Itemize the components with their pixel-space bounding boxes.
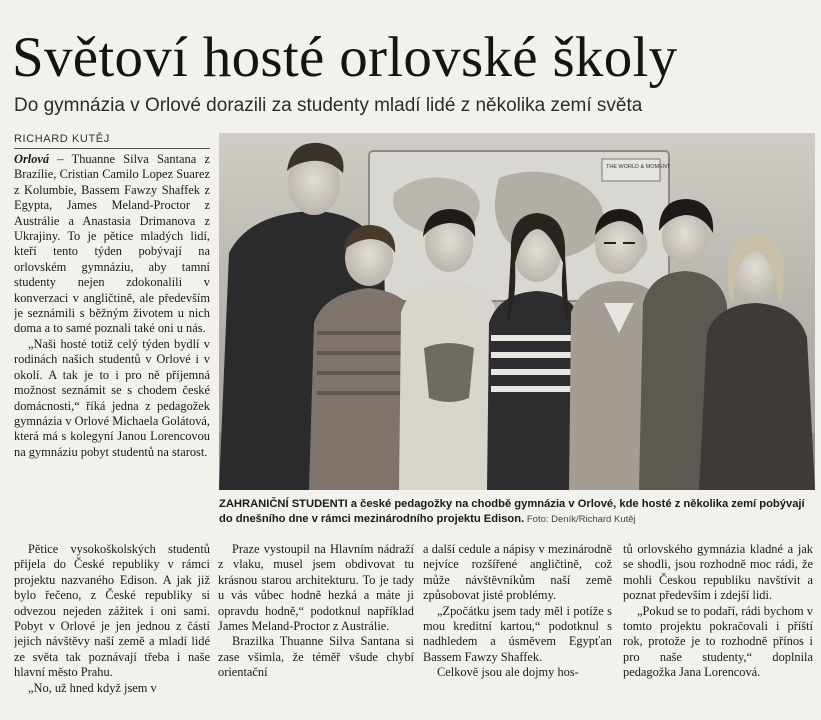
poster-sign-text: THE WORLD & MOMENT <box>606 164 671 170</box>
headline: Světoví hosté orlovské školy <box>12 26 678 89</box>
paragraph: tů orlovského gymnázia kladné a jak se shodli, jsou rozhodně moc rádi, že mohli Českou republiku navštívit a poznat především i zdejší lidi. <box>623 542 813 603</box>
byline: RICHARD KUTĚJ <box>14 133 110 145</box>
caption-lead: ZAHRANIČNÍ STUDENTI <box>219 498 348 510</box>
photo-credit: Foto: Deník/Richard Kutěj <box>524 514 636 525</box>
article-column-1-continued <box>14 542 210 718</box>
article-column-3 <box>423 542 612 718</box>
paragraph: Celkově jsou ale dojmy hos- <box>437 665 579 680</box>
byline-rule <box>14 148 210 149</box>
paragraph: „Naši hosté totiž celý týden bydlí v rodinách našich studentů v Orlové i v okolí. A tak je to i pro ně příjemná možnost seznámit se s chodem české domácnosti,“ říká jedna z pedagožek gymnázia v Orlové Michaela Golátová, která má s kolegyní Janou Lorencovou na gymnáziu pobyt studentů na starost. <box>14 336 210 459</box>
caption-text: a české pedagožky na chodbě gymnázia v Orlové, kde hosté z několika zemí pobývají do dnešního dne v rámci mezinárodního projektu Edison. <box>219 498 805 525</box>
group-photo <box>219 133 815 490</box>
article-column-1 <box>14 152 210 524</box>
subheadline: Do gymnázia v Orlové dorazili za studenty mladí lidé z několika zemí světa <box>14 95 643 116</box>
paragraph-text: – Thuanne Silva Santana z Brazílie, Cristian Camilo Lopez Suarez z Kolumbie, Bassem Fawzy Shaffek z Egypta, James Meland-Proctor z Austrálie a Anastasia Drimanova z Ukrajiny. To je pětice mladých lidí, kteří tento týden pobývají na orlovském gymnáziu, aby tamní studenty nejen zdokonalili v konverzaci v angličtině, ale především je seznámili s běžným životem u nich doma a to samé poznali také oni u nás. <box>14 152 210 336</box>
article-column-4 <box>623 542 813 718</box>
dateline: Orlová <box>14 152 50 166</box>
paragraph <box>14 152 210 337</box>
paragraph: Pětice vysokoškolských studentů přijela do České republiky v rámci projektu nazvaného Edison. A jak již bylo řečeno, z České republiky si odvezou nejeden zážitek i oni sami. Pobyt v Orlové je jen jednou z částí jejich návštěvy naší země a mladí lidé ze světa tak poznávají třeba i naše hlavní město Prahu. <box>14 542 210 680</box>
article-column-2 <box>218 542 414 718</box>
paragraph: Brazilka Thuanne Silva Santana si zase všimla, že téměř všude chybí orientační <box>218 634 414 680</box>
photo-caption <box>219 497 815 527</box>
paragraph: „No, už hned když jsem v <box>28 680 157 695</box>
paragraph: „Pokud se to podaří, rádi bychom v tomto projektu pokračovali i příští rok, protože je to rozhodně přínos i pro naše studenty,“ doplnila pedagožka Jana Lorencová. <box>623 603 813 680</box>
paragraph: Praze vystoupil na Hlavním nádraží z vlaku, musel jsem obdivovat tu krásnou starou architekturu. To je tady u vás vůbec hodně hezká a máte ji opravdu hodně,“ podotknul například James Meland-Proctor z Austrálie. <box>218 542 414 634</box>
paragraph: „Zpočátku jsem tady měl i potíže s mou kreditní kartou,“ podotknul s nadhledem a úsměvem Egypťan Bassem Fawzy Shaffek. <box>423 603 612 664</box>
paragraph: a další cedule a nápisy v mezinárodně nejvíce rozšířené angličtině, což může návštěvníkům naší země způsobovat jisté problémy. <box>423 542 612 603</box>
photo-illustration <box>219 133 815 490</box>
